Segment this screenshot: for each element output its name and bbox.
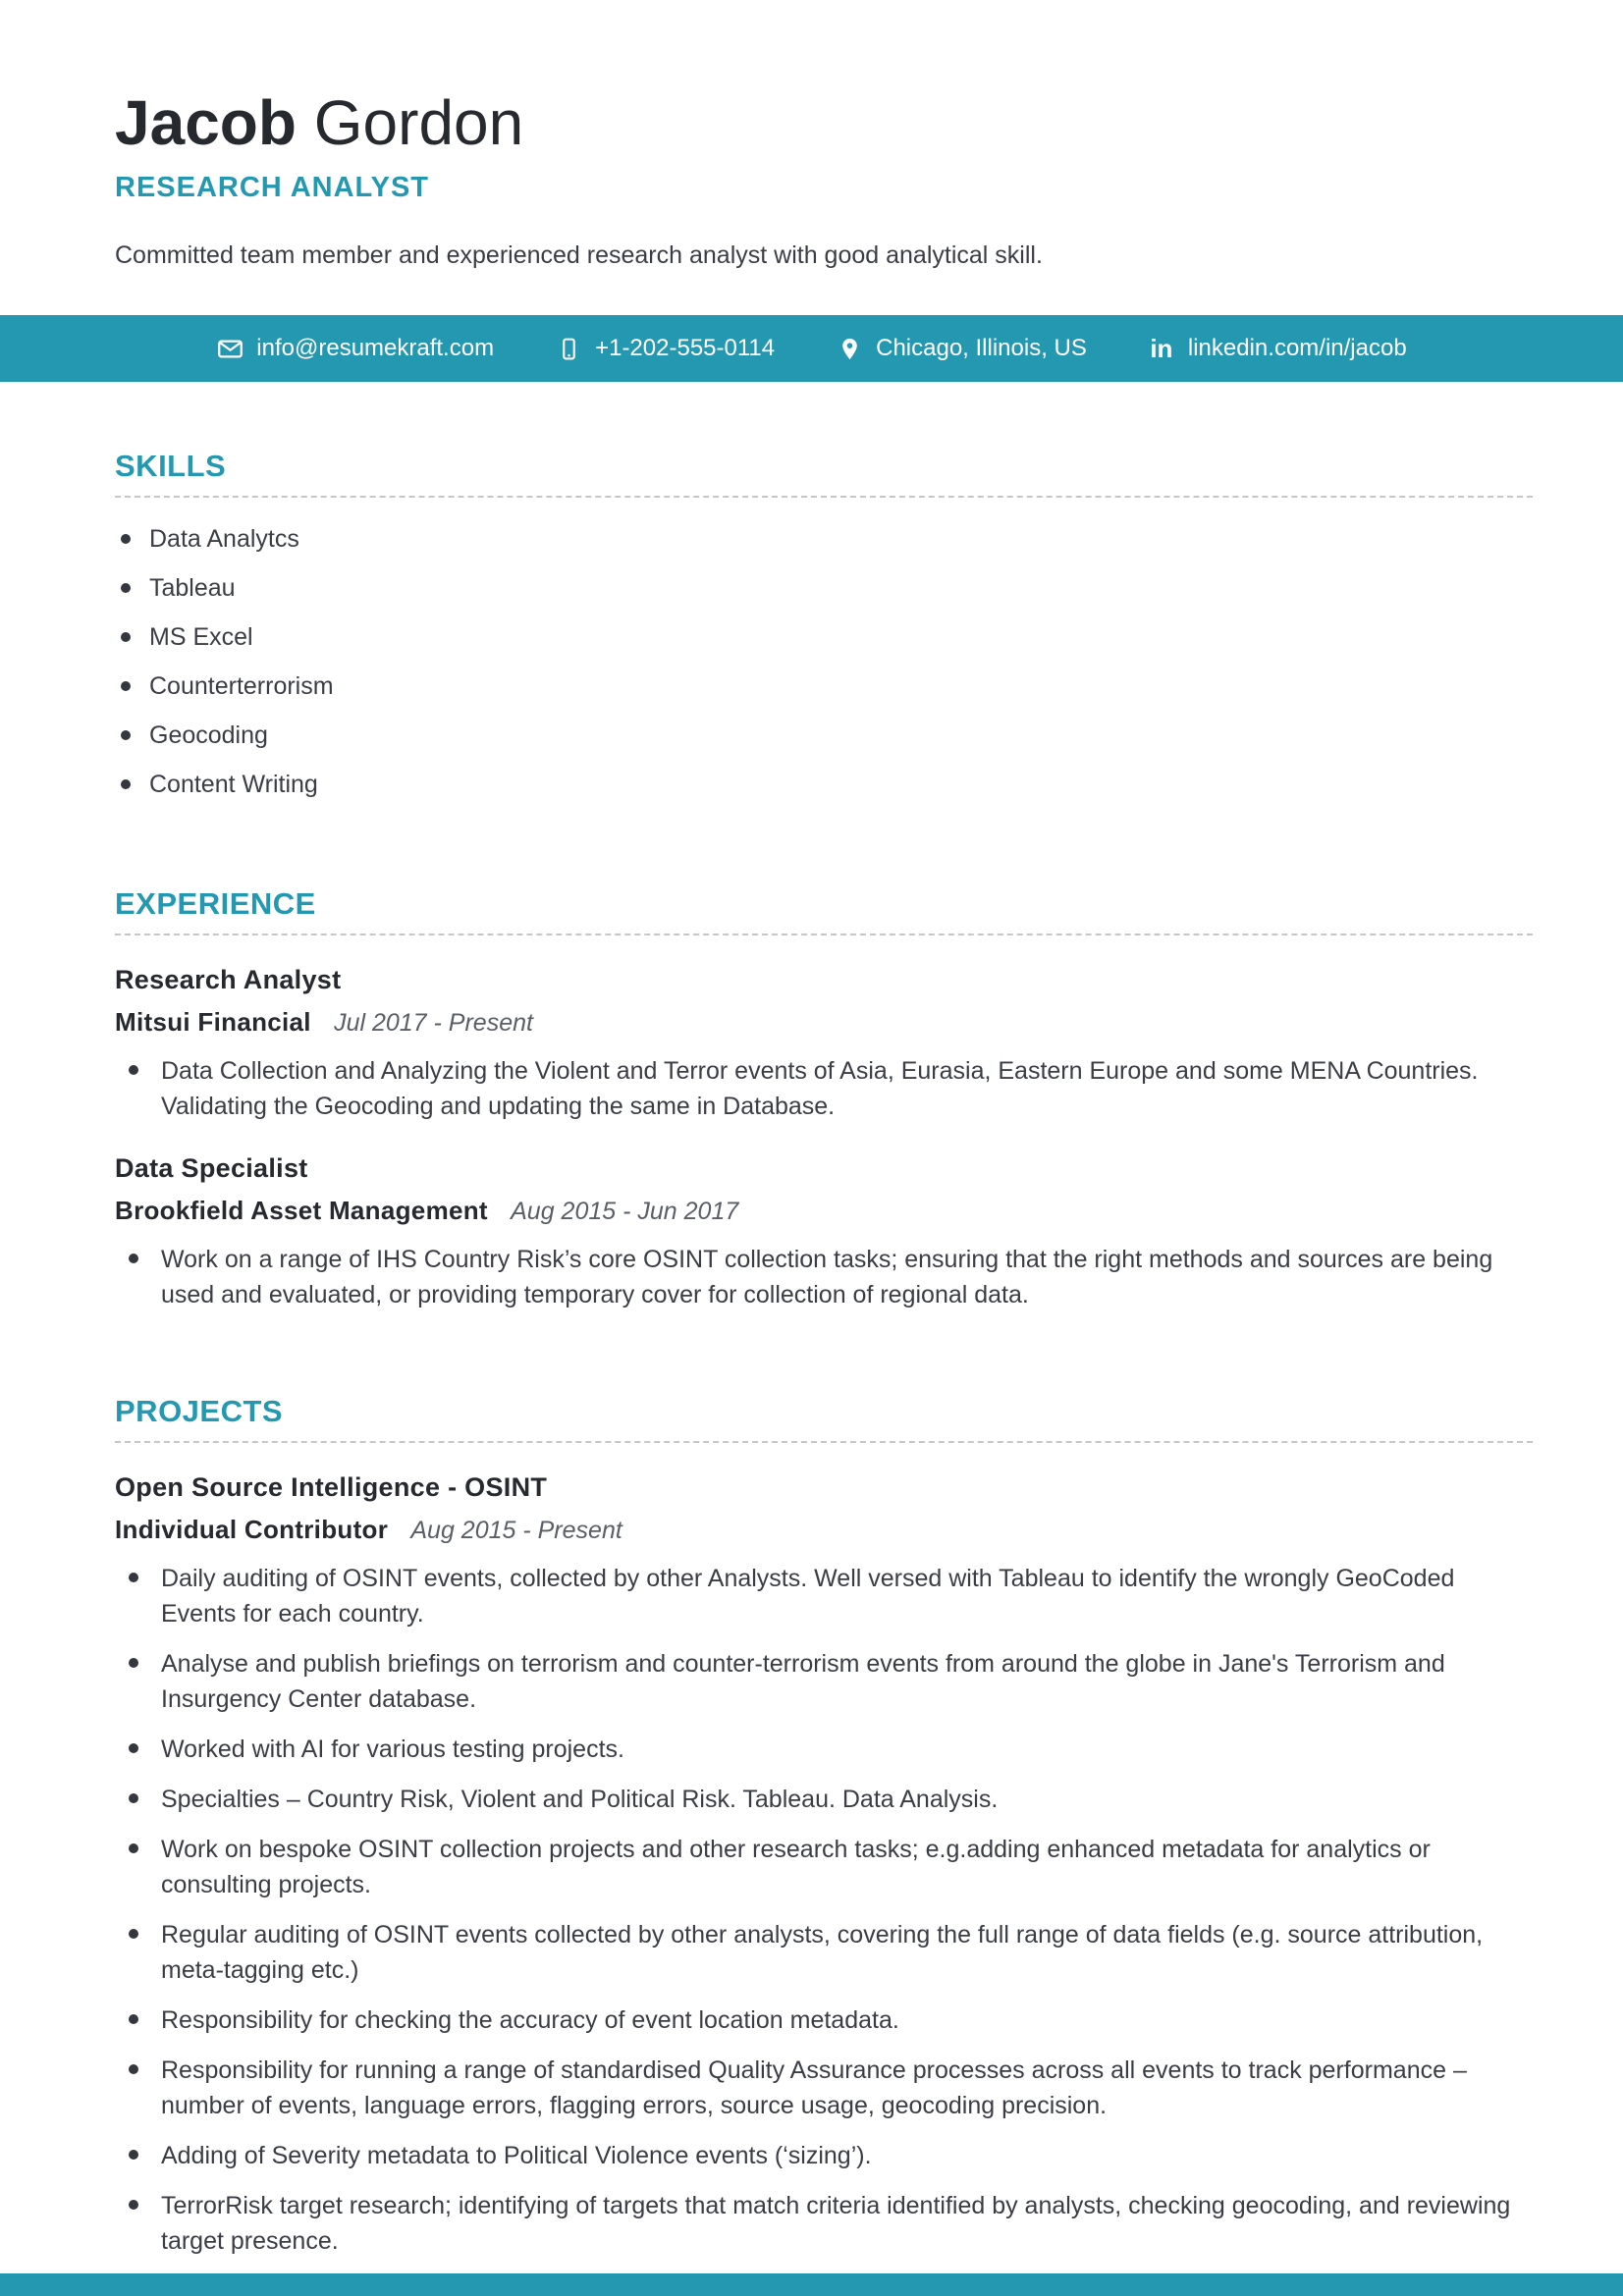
job-bullets (115, 1053, 1533, 1124)
project-entry (115, 1472, 1533, 2259)
bullet-item: Data Collection and Analyzing the Violent and Terror events of Asia, Eurasia, Eastern Europe and some MENA Countries. Validating the Geocoding and updating the same in Database. (115, 1053, 1533, 1124)
bullet-item: Work on a range of IHS Country Risk’s core OSINT collection tasks; ensuring that the right methods and sources are being used and evaluated, or providing temporary cover for collection of regional data. (115, 1242, 1533, 1312)
first-name: Jacob (115, 87, 297, 158)
bullet-item: TerrorRisk target research; identifying of targets that match criteria identified by analysts, checking geocoding, and reviewing target presence. (115, 2188, 1533, 2259)
bullet-item: Daily auditing of OSINT events, collected by other Analysts. Well versed with Tableau to identify the wrongly GeoCoded Events for each country. (115, 1561, 1533, 1631)
projects-title: PROJECTS (115, 1394, 1533, 1443)
experience-entry (115, 965, 1533, 1124)
headline-title: RESEARCH ANALYST (115, 172, 430, 204)
skill-item: Counterterrorism (115, 672, 1533, 701)
skill-item: MS Excel (115, 623, 1533, 652)
project-meta (115, 1515, 1533, 1545)
skills-section (0, 449, 1623, 820)
bullet-item: Responsibility for running a range of standardised Quality Assurance processes across all events to track performance – number of events, language errors, flagging errors, source usage, geocoding precision. (115, 2053, 1533, 2123)
bullet-item: Specialties – Country Risk, Violent and Political Risk. Tableau. Data Analysis. (115, 1782, 1533, 1817)
job-role: Data Specialist (115, 1152, 308, 1183)
linkedin-icon (1148, 335, 1175, 362)
bullet-item: Analyse and publish briefings on terrorism and counter-terrorism events from around the globe in Jane's Terrorism and Insurgency Center database. (115, 1646, 1533, 1717)
skills-title: SKILLS (115, 449, 1533, 498)
summary-text: Committed team member and experienced research analyst with good analytical skill. (115, 241, 1043, 270)
job-meta (115, 1196, 1533, 1226)
experience-section (0, 886, 1623, 1327)
bullet-item: Work on bespoke OSINT collection projects and other research tasks; e.g.adding enhanced metadata for analytics or consulting projects. (115, 1832, 1533, 1902)
linkedin-glyph: in (1150, 334, 1173, 364)
contact-location-text: Chicago, Illinois, US (876, 335, 1087, 362)
contact-bar (0, 315, 1623, 382)
job-meta (115, 1007, 1533, 1038)
experience-entry (115, 1153, 1533, 1312)
job-dates: Aug 2015 - Jun 2017 (511, 1197, 739, 1225)
project-role: Individual Contributor (115, 1514, 389, 1544)
skill-item: Geocoding (115, 721, 1533, 750)
skill-item: Content Writing (115, 771, 1533, 799)
location-pin-icon (836, 335, 863, 362)
job-role: Research Analyst (115, 964, 342, 994)
email-icon (216, 335, 243, 362)
project-name: Open Source Intelligence - OSINT (115, 1471, 548, 1502)
contact-email[interactable] (216, 335, 494, 362)
header (0, 0, 1623, 270)
job-company: Mitsui Financial (115, 1006, 311, 1037)
footer-accent-bar (0, 2273, 1623, 2296)
job-bullets (115, 1242, 1533, 1312)
contact-phone-text: +1-202-555-0114 (595, 335, 776, 362)
bullet-item: Adding of Severity metadata to Political Violence events (‘sizing’). (115, 2138, 1533, 2173)
skills-list (115, 525, 1533, 799)
bullet-item: Worked with AI for various testing projects. (115, 1732, 1533, 1767)
contact-linkedin-text: linkedin.com/in/jacob (1187, 335, 1407, 362)
bullet-item: Responsibility for checking the accuracy of event location metadata. (115, 2002, 1533, 2038)
last-name: Gordon (313, 87, 524, 158)
contact-email-text: info@resumekraft.com (256, 335, 495, 362)
project-dates: Aug 2015 - Present (410, 1516, 622, 1544)
project-bullets (115, 1561, 1533, 2259)
bullet-item: Regular auditing of OSINT events collected by other analysts, covering the full range of data fields (e.g. source attribution, meta-tagging etc.) (115, 1917, 1533, 1988)
person-name (115, 87, 1533, 158)
job-dates: Jul 2017 - Present (334, 1008, 533, 1037)
phone-icon (555, 335, 582, 362)
skill-item: Tableau (115, 574, 1533, 603)
experience-title: EXPERIENCE (115, 886, 1533, 935)
skill-item: Data Analytcs (115, 525, 1533, 554)
contact-linkedin[interactable] (1148, 335, 1407, 362)
contact-phone (555, 335, 775, 362)
job-company: Brookfield Asset Management (115, 1195, 488, 1225)
contact-location (836, 335, 1087, 362)
projects-section (0, 1394, 1623, 2273)
